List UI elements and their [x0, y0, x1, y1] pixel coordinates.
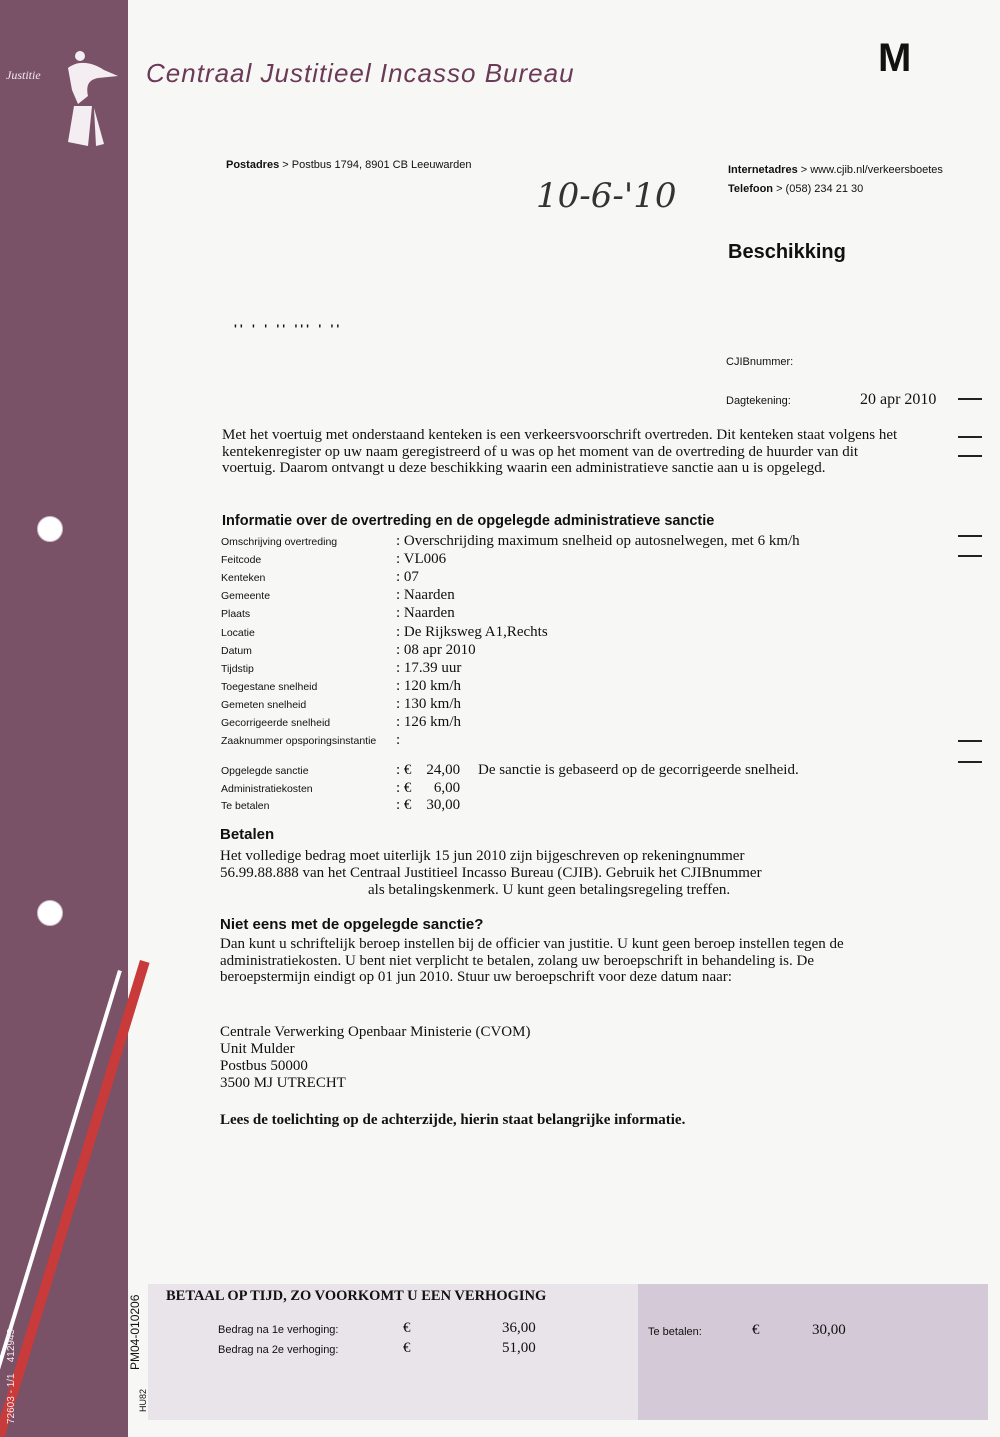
- address-line-1: Centrale Verwerking Openbaar Ministerie (CVOM): [220, 1024, 531, 1040]
- letter-code: M: [878, 36, 912, 80]
- address-line-4: 3500 MJ UTRECHT: [220, 1075, 346, 1091]
- side-code-2: HU82: [138, 1388, 148, 1412]
- beroep-heading: Niet eens met de opgelegde sanctie?: [220, 916, 484, 933]
- info-row-label: Omschrijving overtreding: [221, 536, 338, 548]
- form-code: 72603 - 1/1 412945: [6, 1328, 17, 1424]
- cjib-number-label: CJIBnummer:: [726, 356, 794, 368]
- info-row-value: : 07: [396, 569, 419, 586]
- second-increase-value: 51,00: [502, 1340, 536, 1356]
- beroep-paragraph: Dan kunt u schriftelijk beroep instellen bij de officier van justitie. U kunt geen beroep instellen tegen de administratiekosten. U bent niet verplicht te betalen, zolang uw beroepschrift in behandeling is. De beroepstermijn eindigt op 01 jun 2010. Stuur uw beroepschrift voor deze datum naar:: [220, 936, 844, 985]
- document-title: Beschikking: [728, 241, 846, 263]
- postadres: [226, 159, 472, 171]
- intro-paragraph: Met het voertuig met onderstaand kenteken is een verkeersvoorschrift overtreden. Dit kenteken staat volgens het kentekenregister op uw naam geregistreerd of u was op het moment van de overtreding de huurder van dit voertuig. Daarom ontvangt u deze beschikking waarin een administratieve sanctie aan u is opgelegd.: [222, 427, 898, 476]
- first-increase-value: 36,00: [502, 1320, 536, 1336]
- cost-row-value: : € 24,00: [396, 762, 461, 778]
- cost-row-value: : € 6,00: [396, 779, 461, 796]
- margin-mark: [958, 555, 982, 557]
- decor-stripes: [0, 0, 160, 1437]
- info-heading: Informatie over de overtreding en de opgelegde administratieve sanctie: [222, 513, 715, 529]
- cost-note: De sanctie is gebaseerd op de gecorrigeerde snelheid.: [478, 762, 799, 778]
- margin-mark: [958, 455, 982, 457]
- side-code: PM04-010206: [128, 1294, 142, 1370]
- handwritten-date: 10-6-'10: [536, 176, 677, 216]
- payment-banner: BETAAL OP TIJD, ZO VOORKOMT U EEN VERHOGING: [166, 1288, 547, 1304]
- postadres-value: > Postbus 1794, 8901 CB Leeuwarden: [279, 159, 472, 171]
- total-currency: €: [752, 1322, 760, 1338]
- brand-name: Centraal Justitieel Incasso Bureau: [146, 58, 575, 88]
- info-row-value: : 130 km/h: [396, 695, 462, 712]
- toelichting-note: Lees de toelichting op de achterzijde, hierin staat belangrijke informatie.: [220, 1112, 686, 1128]
- info-row-label: Feitcode: [221, 554, 262, 567]
- betalen-line-3: als betalingskenmerk. U kunt geen betalingsregeling treffen.: [368, 882, 731, 898]
- info-row-label: Zaaknummer opsporingsinstantie: [221, 735, 377, 748]
- margin-mark: [958, 761, 982, 763]
- justitia-logo-icon: [58, 46, 124, 150]
- info-row-value: : 126 km/h: [396, 714, 462, 730]
- telefoon-value: > (058) 234 21 30: [773, 183, 864, 195]
- info-row-value: :: [396, 732, 401, 749]
- total-label: Te betalen:: [648, 1326, 702, 1338]
- second-increase-label: Bedrag na 2e verhoging:: [218, 1344, 339, 1356]
- info-row-label: Toegestane snelheid: [221, 680, 318, 693]
- postadres-label: Postadres: [226, 159, 280, 171]
- first-increase-currency: €: [403, 1320, 411, 1336]
- betalen-line-1: Het volledige bedrag moet uiterlijk 15 jun 2010 zijn bijgeschreven op rekeningnummer: [220, 848, 745, 864]
- info-row-value: : Naarden: [396, 605, 455, 622]
- total-value: 30,00: [812, 1322, 846, 1338]
- margin-mark: [958, 740, 982, 742]
- info-row-value: : 17.39 uur: [396, 659, 462, 676]
- margin-mark: [958, 535, 982, 537]
- betalen-line-2: 56.99.88.888 van het Centraal Justitieel Incasso Bureau (CJIB). Gebruik het CJIBnummer: [220, 865, 762, 881]
- info-row-value: : 08 apr 2010: [396, 641, 476, 658]
- dagtekening-label: Dagtekening:: [726, 395, 791, 407]
- cost-row-label: Te betalen: [221, 800, 270, 812]
- info-row-label: Locatie: [221, 626, 255, 639]
- info-row-label: Datum: [221, 644, 252, 657]
- internet-label: Internetadres: [728, 164, 798, 176]
- info-row-value: : Overschrijding maximum snelheid op autosnelwegen, met 6 km/h: [396, 533, 800, 549]
- telefoon: [728, 183, 863, 195]
- internet-value: > www.cjib.nl/verkeersboetes: [797, 164, 943, 176]
- cost-row-label: Opgelegde sanctie: [221, 765, 309, 777]
- info-row-label: Kenteken: [221, 572, 266, 585]
- info-row-label: Gemeten snelheid: [221, 698, 307, 711]
- info-row-label: Gemeente: [221, 590, 271, 603]
- info-row-label: Gecorrigeerde snelheid: [221, 717, 331, 729]
- info-row-label: Plaats: [221, 608, 251, 621]
- info-row-label: Tijdstip: [221, 662, 254, 675]
- telefoon-label: Telefoon: [728, 183, 774, 195]
- internetadres: [728, 164, 943, 176]
- barcode-marks: '' ' ' '' ''' ' '': [234, 322, 343, 336]
- address-line-2: Unit Mulder: [220, 1041, 295, 1057]
- address-line-3: Postbus 50000: [220, 1058, 308, 1074]
- second-increase-currency: €: [403, 1340, 411, 1356]
- first-increase-label: Bedrag na 1e verhoging:: [218, 1324, 339, 1336]
- cost-row-label: Administratiekosten: [221, 782, 313, 795]
- info-row-value: : Naarden: [396, 587, 455, 604]
- cost-row-value: : € 30,00: [396, 797, 461, 813]
- dagtekening-value: 20 apr 2010: [860, 391, 937, 408]
- info-row-value: : VL006: [396, 551, 447, 568]
- info-row-value: : De Rijksweg A1,Rechts: [396, 623, 548, 640]
- margin-mark: [958, 398, 982, 400]
- betalen-heading: Betalen: [220, 826, 275, 843]
- logo-text: Justitie: [6, 68, 41, 82]
- margin-mark: [958, 436, 982, 438]
- info-row-value: : 120 km/h: [396, 677, 462, 694]
